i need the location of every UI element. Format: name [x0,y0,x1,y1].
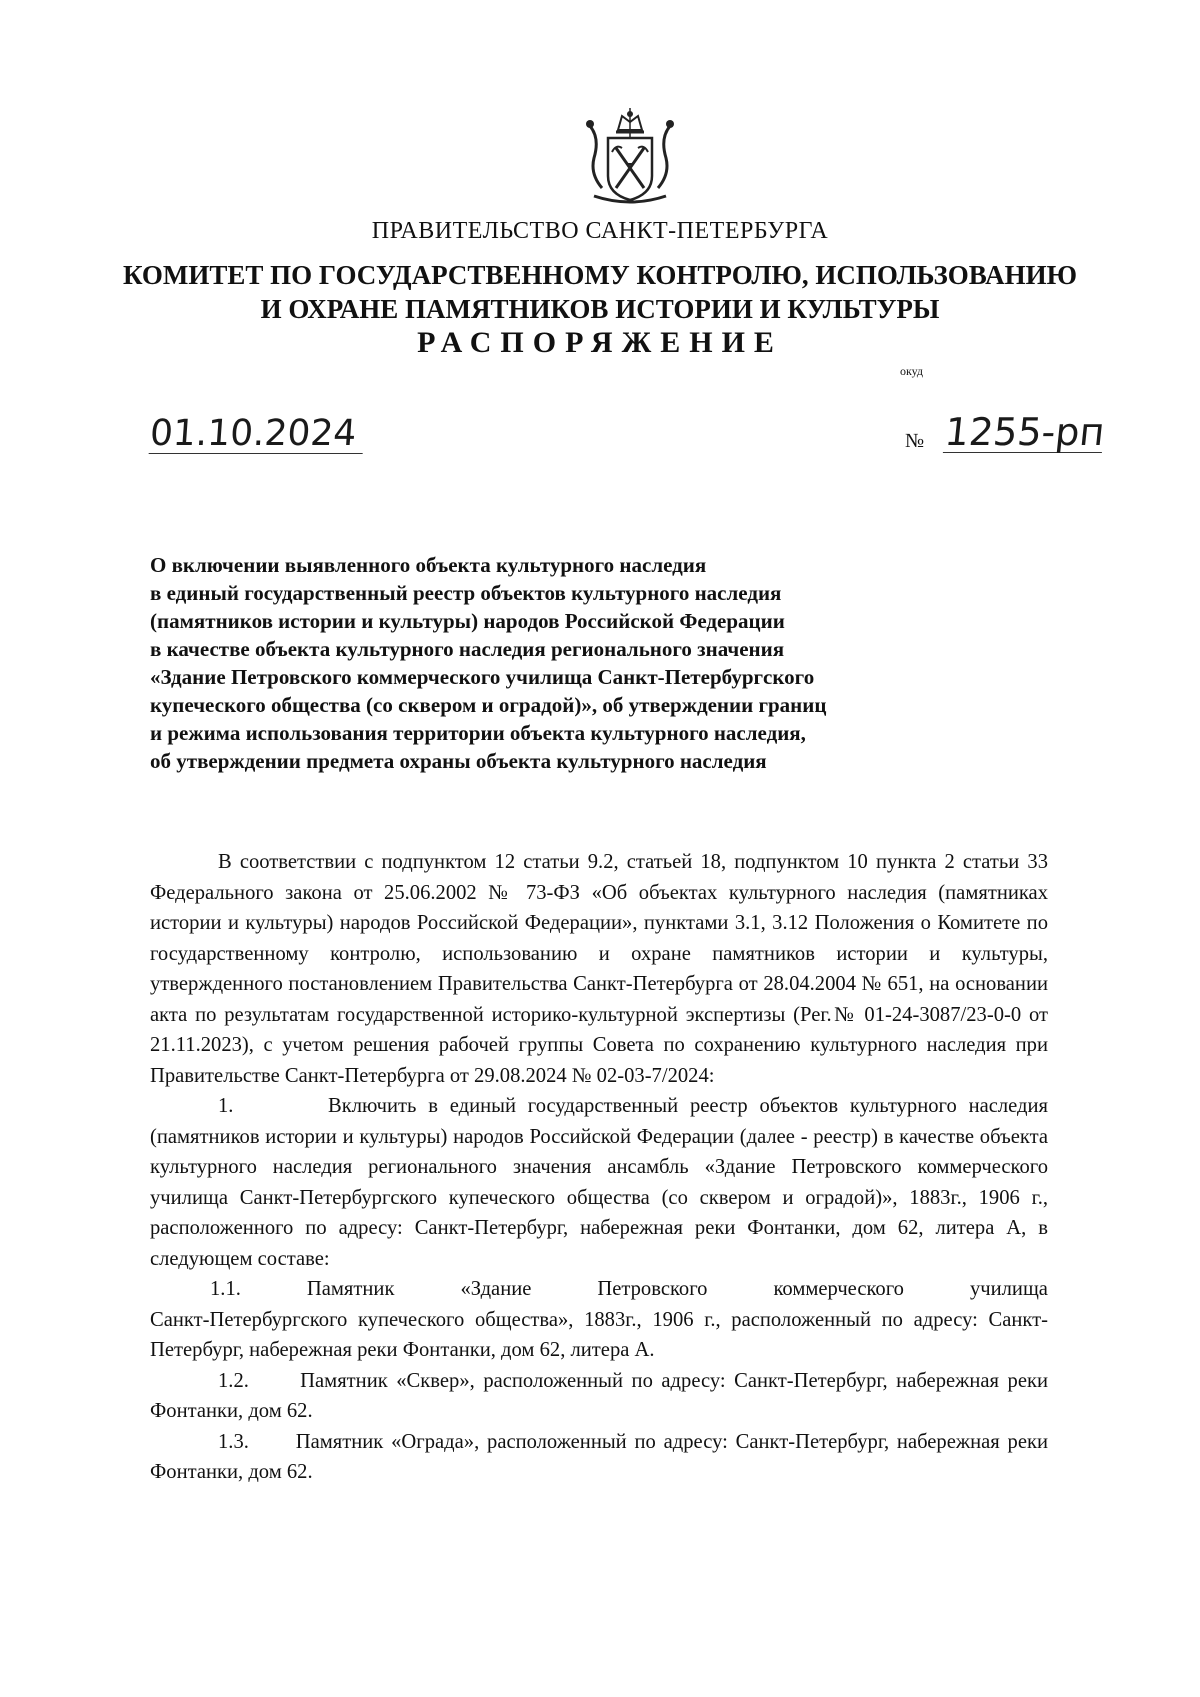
subject-line: О включении выявленного объекта культурного наследия [150,553,707,577]
item-1-1-word: коммерческого [773,1278,904,1300]
committee-title-line-2: И ОХРАНЕ ПАМЯТНИКОВ ИСТОРИИ И КУЛЬТУРЫ [260,294,940,324]
document-number: 1255-рп [942,410,1107,454]
committee-title [0,258,1200,326]
committee-title-line-1: КОМИТЕТ ПО ГОСУДАРСТВЕННОМУ КОНТРОЛЮ, ИСПОЛЬЗОВАНИЮ [123,260,1077,290]
document-date: 01.10.2024 [149,415,366,454]
document-type-title: РАСПОРЯЖЕНИЕ [417,326,783,359]
item-1-3-paragraph: 1.3. Памятник «Ограда», расположенный по адресу: Санкт-Петербург, набережная реки Фонтанки, дом 62. [150,1430,1054,1483]
preamble-paragraph: В соответствии с подпунктом 12 статьи 9.2, статьей 18, подпунктом 10 пункта 2 статьи 33 Федерального закона от 25.06.2002 № 73-ФЗ «Об объектах культурного наследия (памятниках истории и культуры) народов Российской Федерации», пунктами 3.1, 3.12 Положения о Комитете по государственному контролю, использованию и охране памятников истории и культуры, утвержденного постановлением Правительства Санкт-Петербурга от 28.04.2004 № 651, на основании акта по результатам государственной историко-культурной экспертизы (Рег.№ 01-24-3087/23-0-0 от 21.11.2023), с учетом решения рабочей группы Совета по сохранению культурного наследия при Правительстве Санкт-Петербурга от 29.08.2024 № 02-03-7/2024: [150,851,1048,1087]
subject-line: об утверждении предмета охраны объекта культурного наследия [150,749,767,773]
subject-line: (памятников истории и культуры) народов Российской Федерации [150,609,785,633]
number-sign: № [905,430,925,452]
subject-line: и режима использования территории объекта культурного наследия, [150,721,806,745]
item-1-1-word: Петровского [597,1278,708,1300]
subject-line: в единый государственный реестр объектов культурного наследия [150,581,782,605]
okud-label: окуд [900,364,924,378]
item-1-2-paragraph: 1.2. Памятник «Сквер», расположенный по адресу: Санкт-Петербург, набережная реки Фонтанки, дом 62. [150,1369,1054,1422]
subject-line: купеческого общества (со сквером и оградой)», об утверждении границ [150,693,827,717]
item-1-1-word: «Здание [460,1278,532,1300]
item-1-text: Включить в единый государственный реестр объектов культурного наследия (памятников истории и культуры) народов Российской Федерации (далее - реестр) в качестве объекта культурного наследия регионального значения ансамбль «Здание Петровского коммерческого училища Санкт-Петербургского купеческого общества (со сквером и оградой)», 1883г., 1906 г., расположенного по адресу: Санкт-Петербург, набережная реки Фонтанки, дом 62, литера А, в следующем составе: [150,1095,1048,1270]
item-1-1-word: Памятник [306,1278,395,1300]
item-1-1-word: училища [969,1278,1048,1300]
document-body [150,847,1054,1488]
subject-line: «Здание Петровского коммерческого училища Санкт-Петербургского [150,665,815,689]
coat-of-arms-emblem [582,108,678,208]
item-1-number: 1. [218,1095,234,1117]
document-subject [150,551,1050,775]
government-title: ПРАВИТЕЛЬСТВО САНКТ-ПЕТЕРБУРГА [371,218,829,244]
item-1-1-first-line [150,1274,1048,1305]
item-1-1-number: 1.1. [210,1278,241,1300]
item-1-1-text: Санкт-Петербургского купеческого общества», 1883г., 1906 г., расположенный по адресу: Санкт-Петербург, набережная реки Фонтанки, дом 62, литера А. [150,1308,1048,1361]
subject-line: в качестве объекта культурного наследия регионального значения [150,637,785,661]
item-1-paragraph [150,1091,1048,1274]
